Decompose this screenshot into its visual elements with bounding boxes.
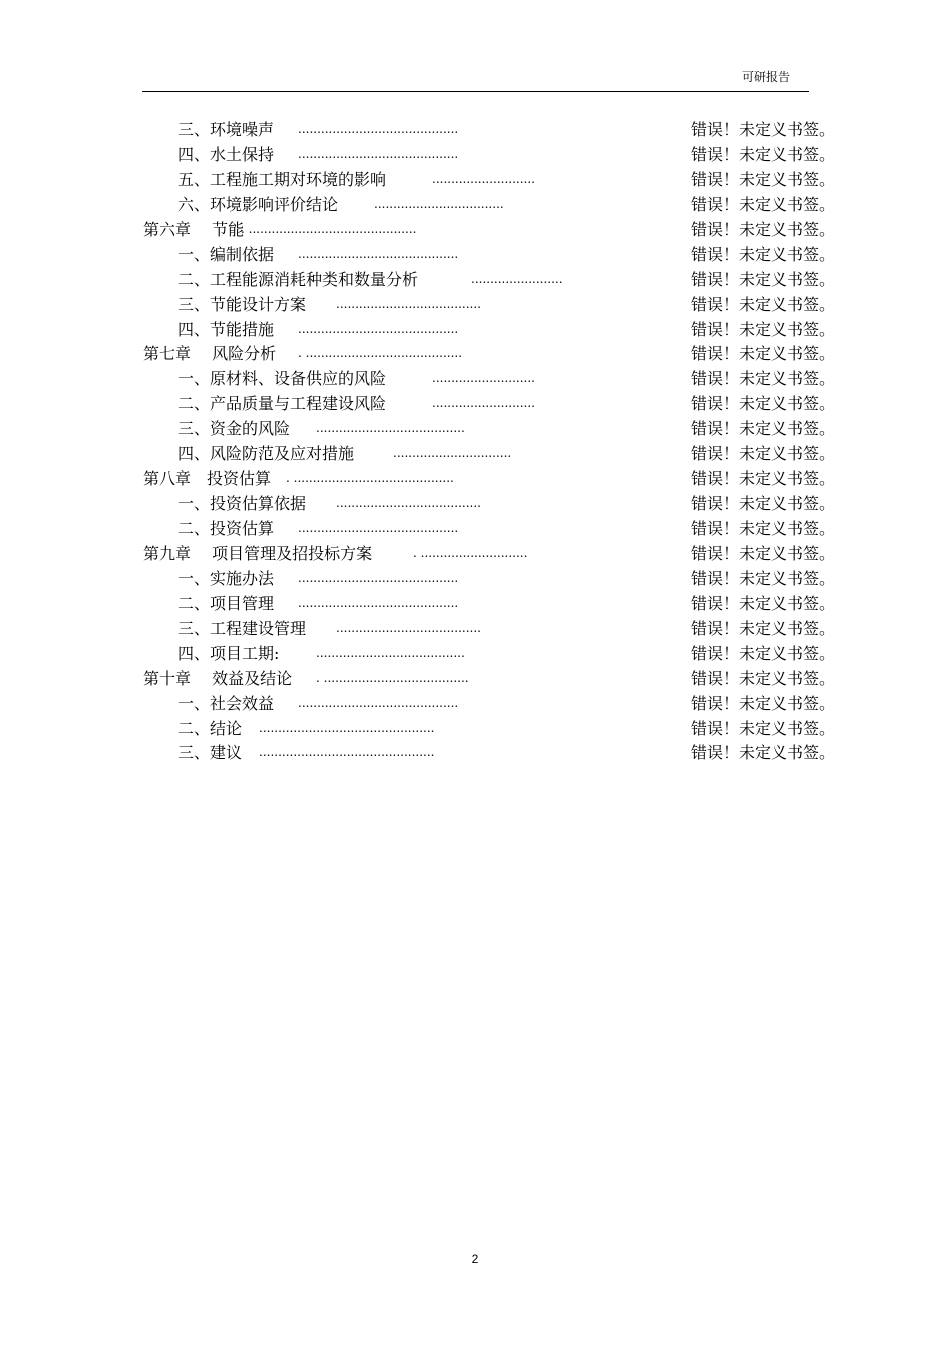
toc-entry-title: 第七章 风险分析	[143, 344, 277, 364]
toc-entry-title: 四、节能措施	[178, 319, 275, 339]
toc-entry[interactable]	[0, 491, 950, 516]
toc-page-reference: 错误！未定义书签。	[691, 294, 836, 314]
toc-entry-title: 一、编制依据	[178, 244, 275, 264]
toc-entry-title: 三、工程建设管理	[178, 618, 307, 638]
toc-dot-leader: . ............................	[413, 545, 528, 560]
toc-dot-leader: . ............................................	[241, 221, 417, 236]
header-rule	[142, 91, 809, 92]
toc-dot-leader: ..........................................	[298, 521, 459, 535]
toc-entry-title: 二、项目管理	[178, 593, 275, 613]
toc-dot-leader: ..........................................	[298, 570, 459, 585]
toc-page-reference: 错误！未定义书签。	[691, 219, 836, 239]
toc-entry[interactable]	[0, 691, 950, 716]
toc-entry-title: 第十章 效益及结论	[143, 668, 293, 688]
toc-entry[interactable]	[0, 466, 950, 491]
toc-entry[interactable]	[0, 242, 950, 267]
toc-entry-title: 一、原材料、设备供应的风险	[178, 369, 387, 389]
toc-page-reference: 错误！未定义书签。	[691, 618, 836, 638]
toc-page-reference: 错误！未定义书签。	[691, 743, 836, 763]
toc-entry[interactable]	[0, 740, 950, 765]
toc-dot-leader: ..........................................	[298, 695, 459, 710]
running-header-title: 可研报告	[742, 70, 791, 84]
toc-dot-leader: .......................................	[316, 645, 465, 660]
toc-page-reference: 错误！未定义书签。	[691, 269, 836, 289]
toc-page-reference: 错误！未定义书签。	[691, 469, 836, 489]
toc-entry[interactable]	[0, 666, 950, 691]
toc-entry[interactable]	[0, 217, 950, 242]
toc-entry[interactable]	[0, 142, 950, 167]
toc-page-reference: 错误！未定义书签。	[691, 244, 836, 264]
toc-page-reference: 错误！未定义书签。	[691, 419, 836, 439]
toc-dot-leader: ..........................................	[298, 246, 459, 261]
toc-page-reference: 错误！未定义书签。	[691, 494, 836, 514]
toc-page-reference: 错误！未定义书签。	[691, 120, 836, 139]
toc-entry[interactable]	[0, 192, 950, 217]
toc-page-reference: 错误！未定义书签。	[691, 693, 836, 713]
toc-dot-leader: ...............................	[393, 446, 512, 461]
toc-entry[interactable]	[0, 441, 950, 466]
toc-entry[interactable]	[0, 616, 950, 641]
toc-page-reference: 错误！未定义书签。	[691, 593, 836, 613]
toc-page-reference: 错误！未定义书签。	[691, 194, 836, 214]
toc-dot-leader: . ..........................................	[286, 471, 454, 486]
toc-dot-leader: ......................................	[336, 620, 481, 635]
toc-page-reference: 错误！未定义书签。	[691, 668, 836, 688]
toc-entry[interactable]	[0, 716, 950, 741]
toc-entry-title: 二、产品质量与工程建设风险	[178, 394, 387, 414]
toc-entry-title: 一、实施办法	[178, 568, 275, 588]
toc-page-reference: 错误！未定义书签。	[691, 543, 836, 563]
toc-page-reference: 错误！未定义书签。	[691, 444, 836, 464]
toc-dot-leader: ......................................	[336, 496, 481, 511]
toc-dot-leader: ..........................................	[298, 122, 459, 136]
toc-entry-title: 第九章 项目管理及招投标方案	[143, 543, 373, 563]
toc-entry-title: 三、资金的风险	[178, 419, 291, 439]
toc-page-reference: 错误！未定义书签。	[691, 519, 836, 538]
toc-entry-title: 三、环境噪声	[178, 120, 275, 139]
toc-entry[interactable]	[0, 366, 950, 391]
toc-entry[interactable]	[0, 516, 950, 541]
toc-entry-title: 二、工程能源消耗种类和数量分析	[178, 269, 419, 289]
table-of-contents	[0, 117, 950, 765]
toc-entry[interactable]	[0, 317, 950, 342]
toc-entry-title: 六、环境影响评价结论	[178, 194, 339, 214]
toc-page-reference: 错误！未定义书签。	[691, 344, 836, 364]
toc-page-reference: 错误！未定义书签。	[691, 643, 836, 663]
toc-entry-title: 第六章 节能	[143, 219, 245, 239]
toc-entry[interactable]	[0, 416, 950, 441]
toc-page-reference: 错误！未定义书签。	[691, 394, 836, 414]
toc-entry[interactable]	[0, 566, 950, 591]
toc-entry[interactable]	[0, 541, 950, 566]
toc-dot-leader: ..........................................	[298, 321, 459, 336]
toc-entry-title: 四、风险防范及应对措施	[178, 444, 355, 464]
toc-entry-title: 一、社会效益	[178, 693, 275, 713]
toc-dot-leader: ..........................................	[298, 595, 459, 610]
toc-dot-leader: ...........................	[432, 371, 535, 386]
toc-page-reference: 错误！未定义书签。	[691, 319, 836, 339]
toc-dot-leader: ........................	[471, 271, 563, 286]
toc-entry-title: 四、项目工期:	[178, 643, 280, 663]
toc-page-reference: 错误！未定义书签。	[691, 144, 836, 164]
toc-entry-title: 二、结论	[178, 718, 243, 738]
toc-dot-leader: ..........................................	[298, 146, 459, 161]
toc-page-reference: 错误！未定义书签。	[691, 169, 836, 189]
toc-page-reference: 错误！未定义书签。	[691, 369, 836, 389]
toc-entry-title: 五、工程施工期对环境的影响	[178, 169, 387, 189]
toc-entry[interactable]	[0, 267, 950, 292]
toc-entry[interactable]	[0, 292, 950, 317]
toc-entry[interactable]	[0, 591, 950, 616]
toc-dot-leader: ..................................	[374, 196, 504, 211]
toc-entry-title: 二、投资估算	[178, 519, 275, 538]
toc-dot-leader: ...........................	[432, 171, 535, 186]
toc-dot-leader: . .........................................	[298, 346, 463, 361]
toc-page-reference: 错误！未定义书签。	[691, 568, 836, 588]
toc-entry[interactable]	[0, 341, 950, 366]
toc-dot-leader: .......................................	[316, 421, 465, 436]
toc-entry[interactable]	[0, 391, 950, 416]
toc-dot-leader: ......................................	[336, 296, 481, 311]
toc-entry[interactable]	[0, 641, 950, 666]
toc-dot-leader: ..............................................	[259, 745, 435, 760]
toc-entry-title: 三、建议	[178, 743, 243, 763]
toc-dot-leader: . ......................................	[316, 670, 469, 685]
toc-dot-leader: ..............................................	[259, 720, 435, 735]
toc-page-reference: 错误！未定义书签。	[691, 718, 836, 738]
toc-entry[interactable]	[0, 117, 950, 142]
toc-entry[interactable]	[0, 167, 950, 192]
toc-entry-title: 一、投资估算依据	[178, 494, 307, 514]
page-number: 2	[471, 1252, 479, 1266]
toc-dot-leader: ...........................	[432, 396, 535, 411]
toc-entry-title: 第八章 投资估算	[143, 469, 272, 489]
toc-entry-title: 三、节能设计方案	[178, 294, 307, 314]
toc-entry-title: 四、水土保持	[178, 144, 275, 164]
